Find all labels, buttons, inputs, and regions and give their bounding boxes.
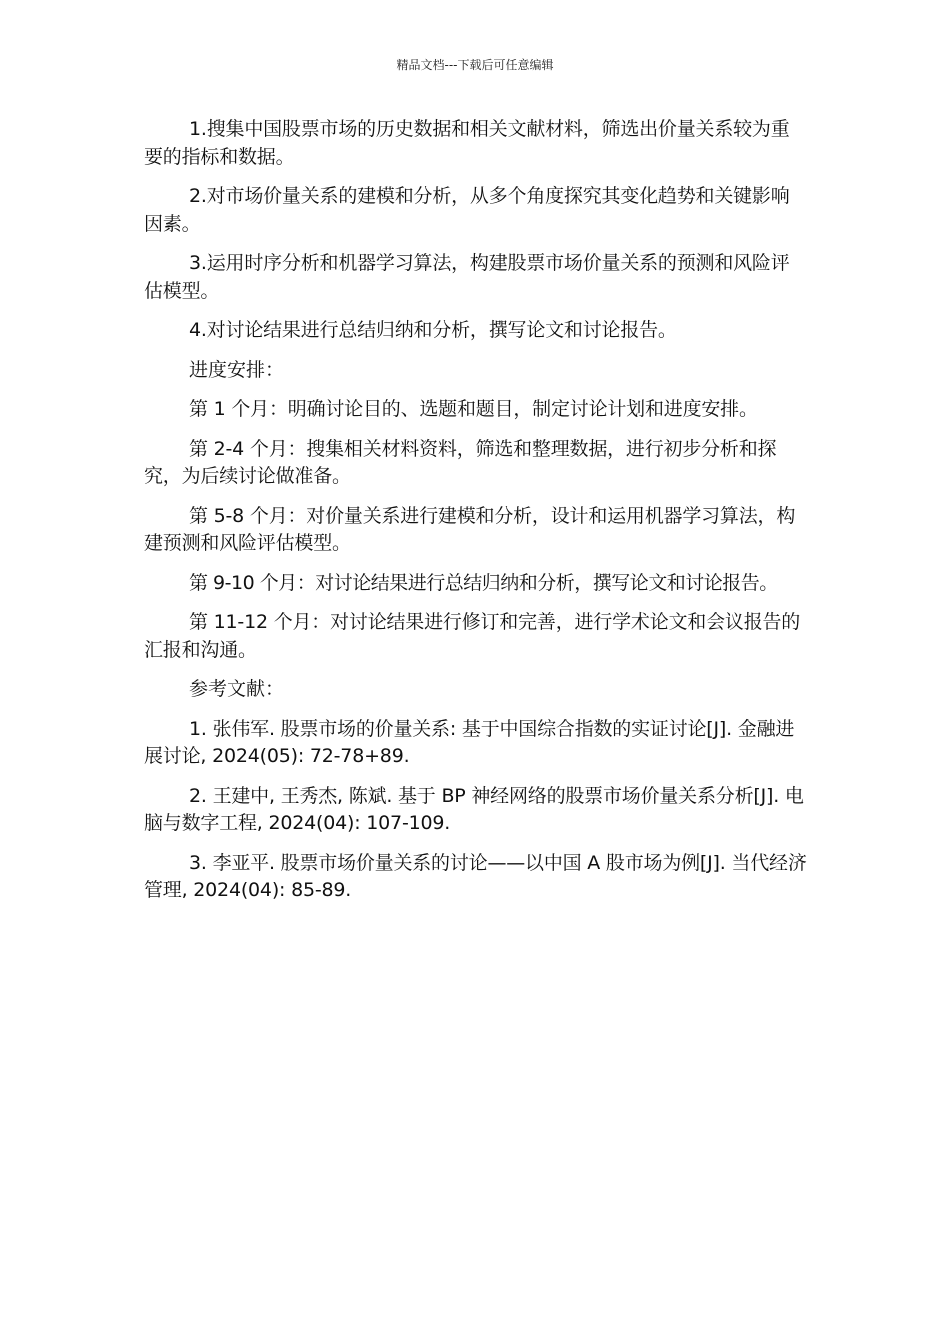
method-paragraph: 4.对讨论结果进行总结归纳和分析，撰写论文和讨论报告。 [189,319,677,341]
schedule-heading: 进度安排： [189,358,285,381]
document-body [144,116,808,917]
schedule-item: 第 1 个月：明确讨论目的、选题和题目，制定讨论计划和进度安排。 [189,398,758,420]
page-header-note: 精品文档---下载后可任意编辑 [396,58,554,72]
method-paragraph: 1.搜集中国股票市场的历史数据和相关文献材料，筛选出价量关系较为重要的指标和数据。 [144,118,790,168]
reference-item: 1. 张伟军. 股票市场的价量关系: 基于中国综合指数的实证讨论[J]. 金融进展讨论, 2024(05): 72-78+89. [144,717,795,767]
schedule-item: 第 9-10 个月：对讨论结果进行总结归纳和分析，撰写论文和讨论报告。 [189,571,778,594]
schedule-item: 第 2-4 个月：搜集相关材料资料，筛选和整理数据，进行初步分析和探究，为后续讨论做准备。 [144,437,777,487]
schedule-item: 第 5-8 个月：对价量关系进行建模和分析，设计和运用机器学习算法，构建预测和风险评估模型。 [144,504,796,554]
references-heading: 参考文献： [189,678,285,700]
method-paragraph: 3.运用时序分析和机器学习算法，构建股票市场价量关系的预测和风险评估模型。 [144,252,790,302]
reference-item: 3. 李亚平. 股票市场价量关系的讨论——以中国 A 股市场为例[J]. 当代经济管理, 2024(04): 85-89. [144,851,807,901]
schedule-item: 第 11-12 个月：对讨论结果进行修订和完善，进行学术论文和会议报告的汇报和沟通。 [144,611,801,661]
reference-item: 2. 王建中, 王秀杰, 陈斌. 基于 BP 神经网络的股票市场价量关系分析[J]. 电脑与数字工程, 2024(04): 107-109. [144,784,804,834]
method-paragraph: 2.对市场价量关系的建模和分析，从多个角度探究其变化趋势和关键影响因素。 [144,185,790,235]
